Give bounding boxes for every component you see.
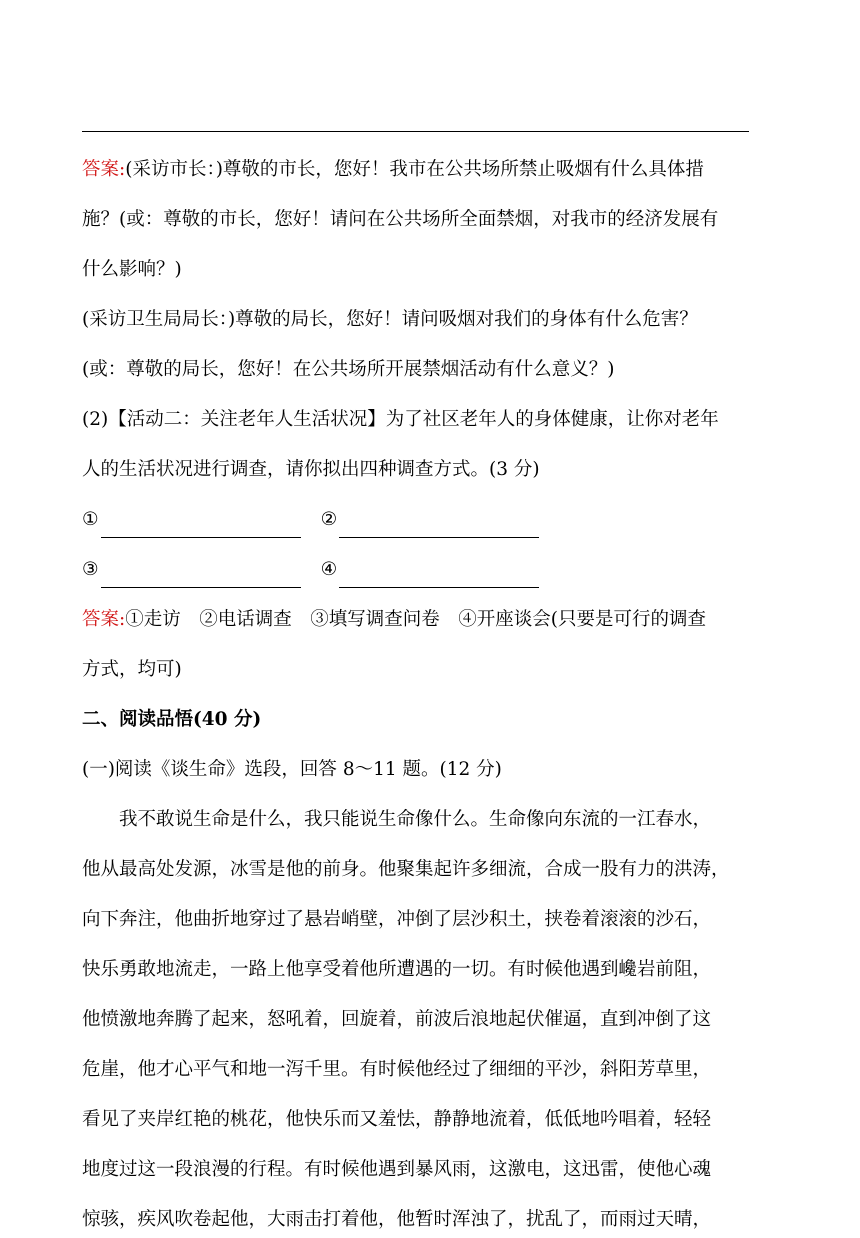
blank-4[interactable]: ④ (321, 552, 540, 588)
passage-line-9: 惊骇，疾风吹卷起他，大雨击打着他，他暂时浑浊了，扰乱了，而雨过天晴， (82, 1209, 712, 1230)
passage-line-4: 快乐勇敢地流走，一路上他享受着他所遭遇的一切。有时候他遇到巉岩前阻， (82, 959, 712, 980)
question2-line-2: 人的生活状况进行调查，请你拟出四种调查方式。(3 分) (82, 459, 540, 480)
answer1-extra-2: (或：尊敬的局长，您好！在公共场所开展禁烟活动有什么意义？) (82, 359, 615, 380)
subsection-title: (一)阅读《谈生命》选段，回答 8～11 题。(12 分) (82, 759, 502, 780)
blank-line[interactable] (101, 563, 301, 588)
blank-line[interactable] (339, 563, 539, 588)
passage-line-7: 看见了夹岸红艳的桃花，他快乐而又羞怯，静静地流着，低低地吟唱着，轻轻 (82, 1109, 712, 1130)
answer1-line-1: 答案:(采访市长：)尊敬的市长，您好！我市在公共场所禁止吸烟有什么具体措 (82, 159, 704, 180)
answer1-line-2: 施？(或：尊敬的市长，您好！请问在公共场所全面禁烟，对我市的经济发展有 (82, 209, 719, 230)
answer2-line-1: 答案:①走访 ②电话调查 ③填写调查问卷 ④开座谈会(只要是可行的调查 (82, 609, 706, 630)
passage-line-5: 他愤激地奔腾了起来，怒吼着，回旋着，前波后浪地起伏催逼，直到冲倒了这 (82, 1009, 712, 1030)
answer1-extra-1: (采访卫生局局长：)尊敬的局长，您好！请问吸烟对我们的身体有什么危害？ (82, 309, 698, 330)
document-body (82, 152, 782, 1238)
answer-label: 答案: (82, 609, 126, 630)
answer2-line-2: 方式，均可) (82, 659, 182, 680)
answer-label: 答案: (82, 159, 126, 180)
blank-1[interactable]: ① (82, 502, 301, 538)
passage-line-6: 危崖，他才心平气和地一泻千里。有时候他经过了细细的平沙，斜阳芳草里， (82, 1059, 712, 1080)
blank-row-1 (82, 502, 782, 538)
blank-3[interactable]: ③ (82, 552, 301, 588)
passage-line-3: 向下奔注，他曲折地穿过了悬岩峭壁，冲倒了层沙积土，挟卷着滚滚的沙石， (82, 909, 712, 930)
section-title: 二、阅读品悟(40 分) (82, 709, 262, 730)
top-divider (82, 131, 749, 132)
passage-line-1: 我不敢说生命是什么，我只能说生命像什么。生命像向东流的一江春水， (119, 809, 712, 830)
blank-2[interactable]: ② (321, 502, 540, 538)
blank-row-2 (82, 552, 782, 588)
passage-line-8: 地度过这一段浪漫的行程。有时候他遇到暴风雨，这激电，这迅雷，使他心魂 (82, 1159, 712, 1180)
blank-line[interactable] (101, 513, 301, 538)
blank-line[interactable] (339, 513, 539, 538)
passage-line-2: 他从最高处发源，冰雪是他的前身。他聚集起许多细流，合成一股有力的洪涛， (82, 859, 730, 880)
answer1-line-3: 什么影响？) (82, 259, 182, 280)
question2-line-1: (2)【活动二：关注老年人生活状况】为了社区老年人的身体健康，让你对老年 (82, 409, 719, 430)
